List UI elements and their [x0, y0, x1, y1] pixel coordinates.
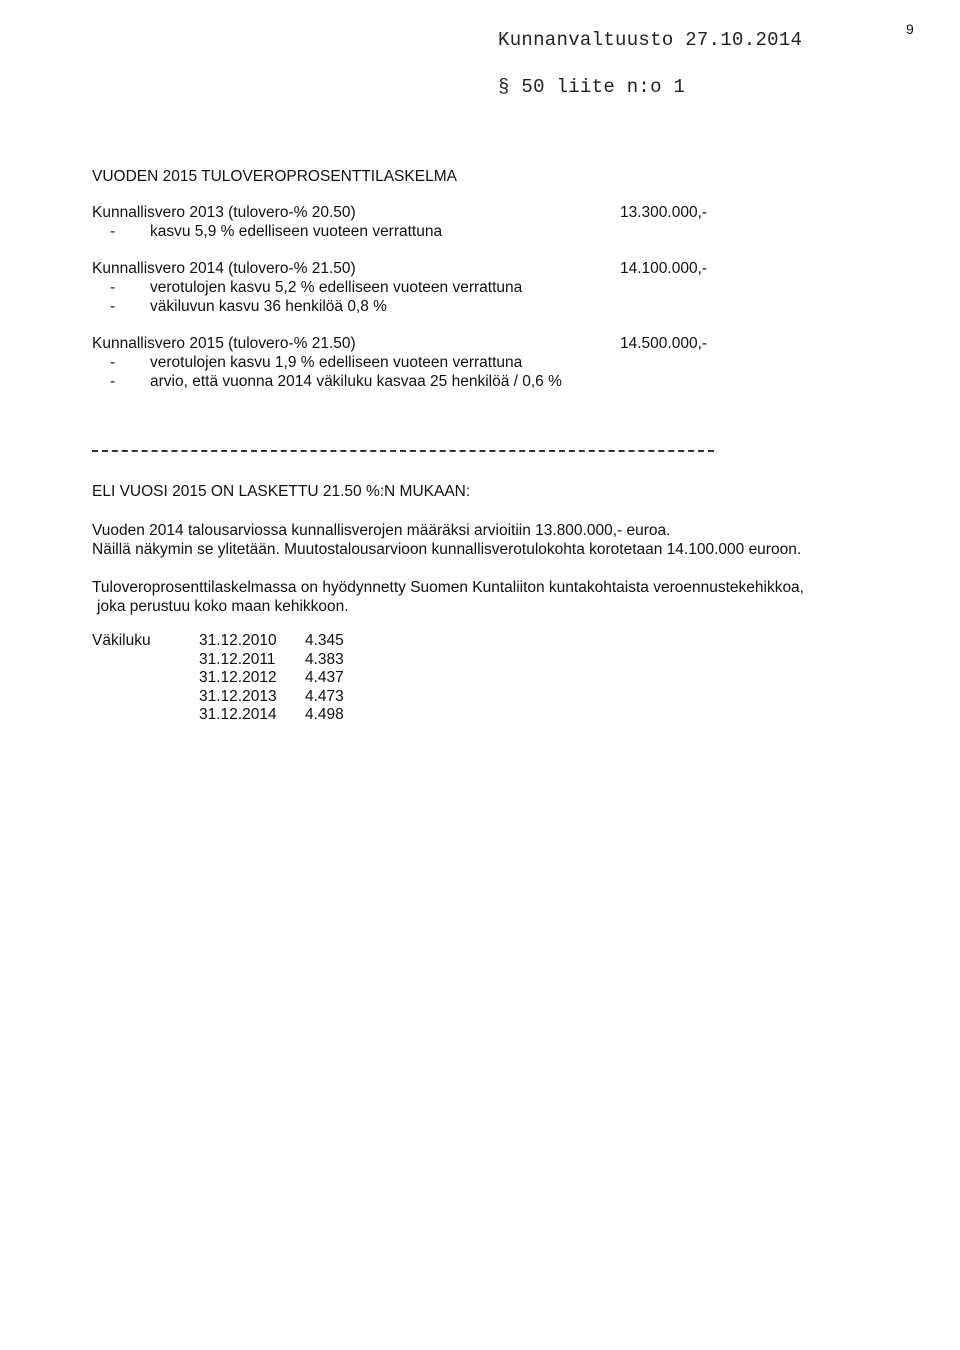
paragraph-line: Tuloveroprosenttilaskelmassa on hyödynnetty Suomen Kuntaliiton kuntakohtaista veroennustekehikkoa,: [92, 579, 804, 596]
calc-note: väkiluvun kasvu 36 henkilöä 0,8 %: [150, 298, 387, 315]
population-date: 31.12.2012: [199, 669, 277, 686]
population-date: 31.12.2014: [199, 706, 277, 723]
population-date: 31.12.2010: [199, 632, 277, 649]
calc-label: Kunnallisvero 2015 (tulovero-% 21.50): [92, 335, 356, 352]
calc-amount: 13.300.000,-: [620, 204, 708, 221]
population-value: 4.437: [305, 669, 344, 686]
paragraph-line: Näillä näkymin se ylitetään. Muutostalousarvioon kunnallisverotulokohta korotetaan 14.100.000 euroon.: [92, 541, 802, 558]
calc-note: kasvu 5,9 % edelliseen vuoteen verrattuna: [150, 223, 443, 240]
dashed-separator: [92, 450, 714, 452]
calc-label: Kunnallisvero 2014 (tulovero-% 21.50): [92, 260, 356, 277]
population-value: 4.383: [305, 650, 344, 668]
calc-note: verotulojen kasvu 1,9 % edelliseen vuoteen verrattuna: [150, 354, 523, 371]
section-reference: § 50 liite n:o 1: [498, 76, 686, 98]
calc-block-2013: [92, 203, 732, 241]
paragraph-line: joka perustuu koko maan kehikkoon.: [97, 598, 349, 615]
bullet-dash: -: [110, 298, 116, 315]
calc-label: Kunnallisvero 2013 (tulovero-% 20.50): [92, 204, 356, 221]
conclusion-heading: ELI VUOSI 2015 ON LASKETTU 21.50 %:N MUKAAN:: [92, 483, 471, 500]
calc-block-2014: [92, 259, 732, 316]
population-value: 4.473: [305, 687, 344, 705]
calc-amount: 14.100.000,-: [620, 260, 708, 277]
bullet-dash: -: [110, 373, 116, 390]
calc-note: arvio, että vuonna 2014 väkiluku kasvaa 25 henkilöä / 0,6 %: [150, 373, 562, 390]
calc-note: verotulojen kasvu 5,2 % edelliseen vuoteen verrattuna: [150, 279, 523, 296]
bullet-dash: -: [110, 223, 116, 240]
population-value: 4.498: [305, 706, 344, 723]
paragraph-line: Vuoden 2014 talousarviossa kunnallisverojen määräksi arvioitiin 13.800.000,- euroa.: [92, 522, 671, 539]
population-label: Väkiluku: [92, 632, 151, 649]
calc-amount: 14.500.000,-: [620, 335, 708, 352]
population-value: 4.345: [305, 632, 344, 649]
meeting-header: Kunnanvaltuusto 27.10.2014: [498, 29, 803, 51]
calc-block-2015: [92, 334, 732, 391]
bullet-dash: -: [110, 354, 116, 371]
population-date: 31.12.2011: [199, 650, 276, 668]
document-title: VUODEN 2015 TULOVEROPROSENTTILASKELMA: [92, 168, 457, 185]
population-date: 31.12.2013: [199, 687, 277, 705]
bullet-dash: -: [110, 279, 116, 296]
page-number: 9: [906, 21, 914, 37]
